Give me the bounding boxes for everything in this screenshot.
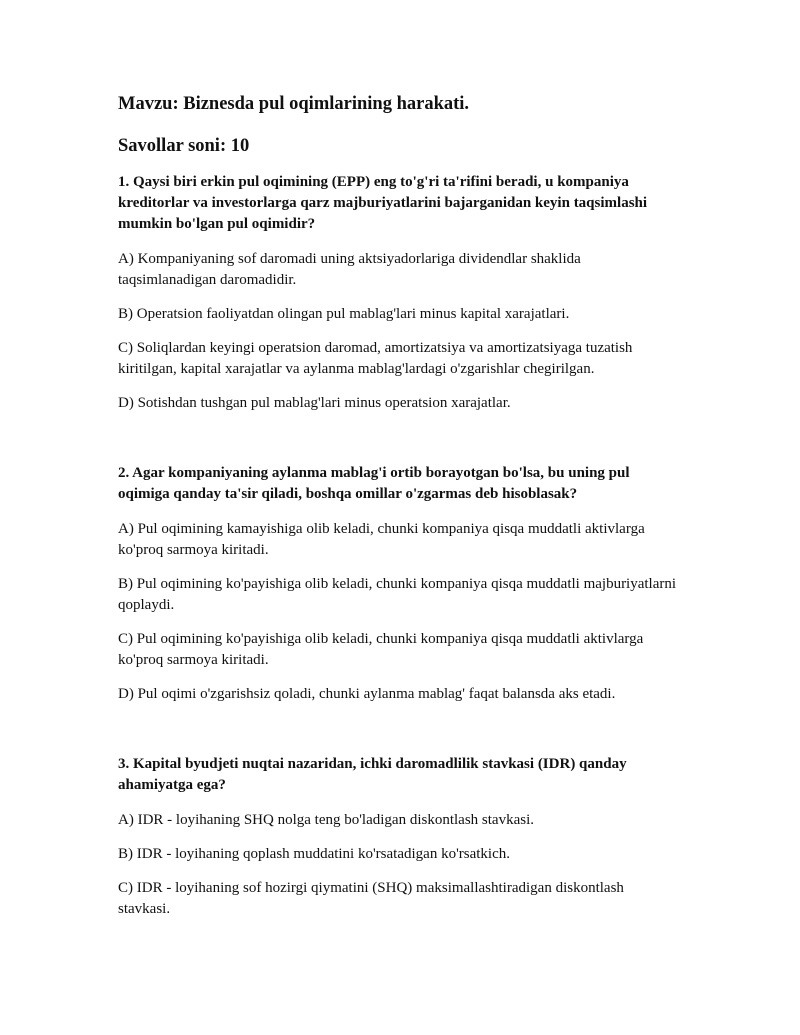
answer-option-a: A) Kompaniyaning sof daromadi uning aktsiyadorlariga dividendlar shaklida taqsimlanadigan daromadidir. — [118, 251, 581, 288]
question-block-2 — [118, 463, 678, 705]
answer-option-c: C) Soliqlardan keyingi operatsion daromad, amortizatsiya va amortizatsiyaga tuzatish kiritilgan, kapital xarajatlar va aylanma mablag'lardagi o'zgarishlar chegirilgan. — [118, 340, 633, 377]
answer-option-c: C) IDR - loyihaning sof hozirgi qiymatini (SHQ) maksimallashtiradigan diskontlash stavkasi. — [118, 880, 624, 917]
question-text: 1. Qaysi biri erkin pul oqimining (EPP) eng to'g'ri ta'rifini beradi, u kompaniya kreditorlar va investorlarga qarz majburiyatlarini bajarganidan keyin taqsimlashi mumkin bo'lgan pul oqimidir? — [118, 174, 648, 232]
answer-option-d: D) Sotishdan tushgan pul mablag'lari minus operatsion xarajatlar. — [118, 395, 511, 411]
question-text: 3. Kapital byudjeti nuqtai nazaridan, ichki daromadlilik stavkasi (IDR) qanday ahamiyatga ega? — [118, 756, 627, 793]
answer-option-b: B) Pul oqimining ko'payishiga olib keladi, chunki kompaniya qisqa muddatli majburiyatlarni qoplaydi. — [118, 576, 677, 613]
answer-option-d: D) Pul oqimi o'zgarishsiz qoladi, chunki aylanma mablag' faqat balansda aks etadi. — [118, 686, 616, 702]
answer-option-a: A) Pul oqimining kamayishiga olib keladi, chunki kompaniya qisqa muddatli aktivlarga ko'proq sarmoya kiritadi. — [118, 521, 645, 558]
question-count: Savollar soni: 10 — [118, 136, 250, 156]
question-block-3 — [118, 754, 678, 920]
answer-option-b: B) IDR - loyihaning qoplash muddatini ko'rsatadigan ko'rsatkich. — [118, 846, 511, 862]
answer-option-c: C) Pul oqimining ko'payishiga olib keladi, chunki kompaniya qisqa muddatli aktivlarga ko'proq sarmoya kiritadi. — [118, 631, 644, 668]
answer-option-b: B) Operatsion faoliyatdan olingan pul mablag'lari minus kapital xarajatlari. — [118, 306, 570, 322]
answer-option-a: A) IDR - loyihaning SHQ nolga teng bo'ladigan diskontlash stavkasi. — [118, 812, 534, 828]
question-text: 2. Agar kompaniyaning aylanma mablag'i ortib borayotgan bo'lsa, bu uning pul oqimiga qanday ta'sir qiladi, boshqa omillar o'zgarmas deb hisoblasak? — [118, 465, 630, 502]
document-title: Mavzu: Biznesda pul oqimlarining harakati. — [118, 94, 470, 114]
question-block-1 — [118, 172, 678, 414]
document-body — [118, 92, 678, 969]
